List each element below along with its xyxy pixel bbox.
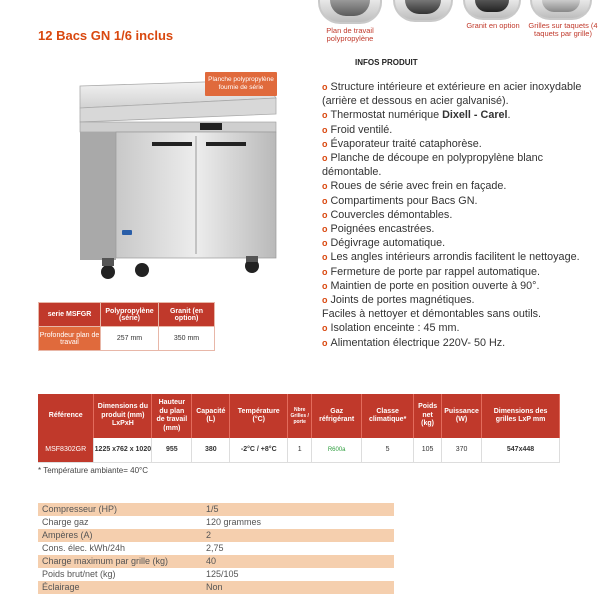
list-item: o Maintien de porte en position ouverte à 90°. xyxy=(322,279,540,292)
list-item-plain: Faciles à nettoyer et démontables sans outils. xyxy=(322,308,542,321)
col-header: Capacité (L) xyxy=(192,394,230,438)
spec-label: Charge gaz xyxy=(42,517,89,527)
small-header-poly: Polypropylène (série) xyxy=(101,303,159,327)
spec-label: Compresseur (HP) xyxy=(38,503,202,516)
list-item: o Les angles intérieurs arrondis facilitent le nettoyage. xyxy=(322,251,580,264)
thumbnail-grilles xyxy=(530,0,592,20)
spec-label: Ampères (A) xyxy=(38,529,202,542)
cell-dimensions: 1225 x762 x 1020 xyxy=(94,438,152,462)
feature-list xyxy=(322,80,594,350)
list-item: o Thermostat numérique Dixell - Carel. xyxy=(322,109,511,122)
cell-classe: 5 xyxy=(362,438,414,462)
table-row xyxy=(38,568,394,581)
list-item: o Roues de série avec frein en façade. xyxy=(322,180,507,193)
list-item: o Alimentation électrique 220V- 50 Hz. xyxy=(322,336,506,349)
worktop-table xyxy=(38,302,215,351)
table-row xyxy=(38,555,394,568)
table-row xyxy=(38,503,394,516)
col-header: Nbre Grilles / porte xyxy=(288,394,312,438)
list-item: o Compartiments pour Bacs GN. xyxy=(322,194,478,207)
small-header-serie: serie MSFGR xyxy=(39,303,101,327)
list-item: o Planche de découpe en polypropylène blanc démontable. xyxy=(322,152,544,179)
cell-temperature: -2°C / +8°C xyxy=(230,438,288,462)
col-header: Dimensions du produit (mm) LxPxH xyxy=(94,394,152,438)
table-row xyxy=(38,516,394,529)
infos-title: INFOS PRODUIT xyxy=(355,58,418,67)
spec-label: Poids brut/net (kg) xyxy=(42,569,116,579)
footnote: * Température ambiante= 40°C xyxy=(38,466,149,475)
cell-grilles-dim: 547x448 xyxy=(482,438,560,462)
caption-plan: Plan de travail polypropylène xyxy=(326,26,374,43)
list-item: o Poignées encastrées. xyxy=(322,223,435,236)
reference-table xyxy=(38,394,560,463)
small-value-granit: 350 mm xyxy=(159,327,215,351)
col-header: Température (°C) xyxy=(230,394,288,438)
small-value-poly: 257 mm xyxy=(101,327,159,351)
cell-puissance: 370 xyxy=(442,438,482,462)
list-item: o Fermeture de porte par rappel automatique. xyxy=(322,265,540,278)
list-item: o Structure intérieure et extérieure en acier inoxydable (arrière et dessous en acier galvanisé). xyxy=(322,81,582,108)
table-row xyxy=(38,581,394,594)
list-item: o Joints de portes magnétiques. xyxy=(322,294,475,307)
list-item: o Isolation enceinte : 45 mm. xyxy=(322,322,460,335)
table-row xyxy=(38,529,394,542)
cell-gaz: R600a xyxy=(312,438,362,462)
callout-planche: Planche polypropylène fournie de série xyxy=(205,72,277,96)
col-header: Puissance (W) xyxy=(442,394,482,438)
col-header: Dimensions des grilles LxP mm xyxy=(482,394,560,438)
table-row xyxy=(38,542,394,555)
cell-capacite: 380 xyxy=(192,438,230,462)
small-row-label: Profondeur plan de travail xyxy=(39,327,101,351)
cell-grilles: 1 xyxy=(288,438,312,462)
spec-table xyxy=(38,503,394,594)
spec-value: Non xyxy=(202,581,394,594)
spec-value: 120 grammes xyxy=(206,517,262,527)
spec-value: 1/5 xyxy=(202,503,394,516)
caption-granit: Granit en option xyxy=(466,21,520,30)
col-header: Gaz réfrigérant xyxy=(312,394,362,438)
col-header: Poids net (kg) xyxy=(414,394,442,438)
col-header: Hauteur du plan de travail (mm) xyxy=(152,394,192,438)
col-header: Classe climatique* xyxy=(362,394,414,438)
product-image xyxy=(76,80,282,280)
table-row xyxy=(38,438,560,462)
list-item: o Couvercles démontables. xyxy=(322,208,453,221)
cell-poids: 105 xyxy=(414,438,442,462)
thumbnail-detail xyxy=(393,0,453,22)
spec-value: 125/105 xyxy=(206,569,239,579)
thumbnail-worktop xyxy=(318,0,382,24)
spec-value: 40 xyxy=(202,555,394,568)
spec-value: 2,75 xyxy=(206,543,224,553)
spec-label: Éclairage xyxy=(38,581,202,594)
col-header: Référence xyxy=(38,394,94,438)
thumbnail-granit xyxy=(463,0,521,20)
spec-label: Charge maximum par grille (kg) xyxy=(38,555,202,568)
spec-label: Cons. élec. kWh/24h xyxy=(42,543,126,553)
list-item: o Froid ventilé. xyxy=(322,123,393,136)
cell-reference: MSF8302GR xyxy=(38,438,94,462)
page-title: 12 Bacs GN 1/6 inclus xyxy=(38,28,174,43)
spec-value: 2 xyxy=(202,529,394,542)
small-header-granit: Granit (en option) xyxy=(159,303,215,327)
caption-grilles: Grilles sur taquets (4 taquets par grille) xyxy=(528,21,598,38)
list-item: o Dégivrage automatique. xyxy=(322,237,446,250)
cell-hauteur: 955 xyxy=(152,438,192,462)
list-item: o Évaporateur traité cataphorèse. xyxy=(322,137,482,150)
